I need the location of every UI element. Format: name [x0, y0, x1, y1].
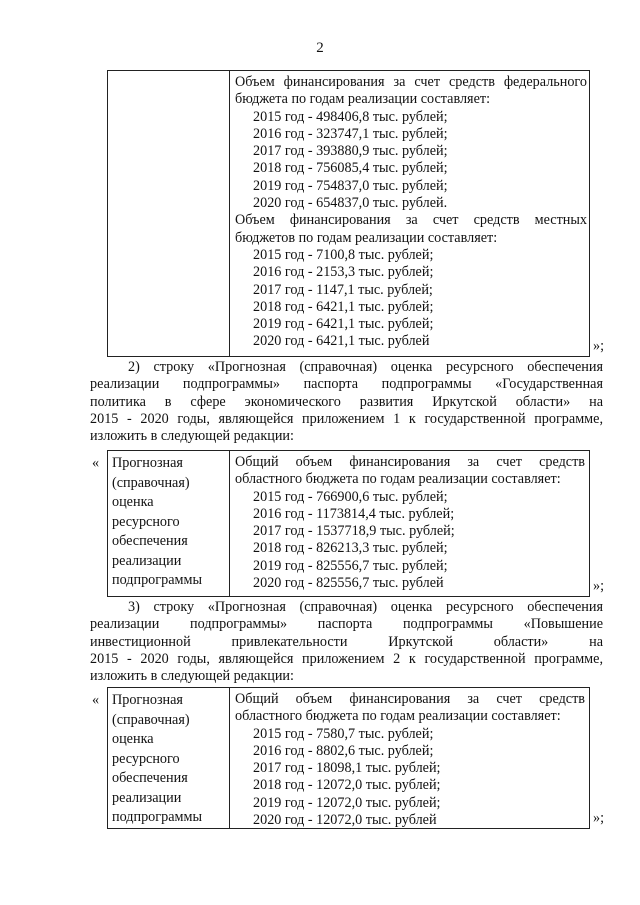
- label-line: реализации: [112, 552, 182, 569]
- closing-quote: »;: [593, 810, 605, 826]
- financing-table-subprogram-1: [107, 450, 590, 597]
- year-line: 2015 год - 7580,7 тыс. рублей;: [253, 725, 434, 742]
- financing-table-subprogram-2: [107, 687, 590, 829]
- column-divider: [229, 688, 230, 828]
- year-line: 2015 год - 766900,6 тыс. рублей;: [253, 488, 448, 505]
- text-line: Общий объем финансирования за счет средств: [235, 691, 585, 707]
- year-line: 2015 год - 7100,8 тыс. рублей;: [253, 246, 434, 263]
- paragraph-2: [90, 359, 603, 445]
- label-line: (справочная): [112, 711, 190, 728]
- label-line: Прогнозная: [112, 455, 183, 471]
- paragraph-line: реализации подпрограммы» паспорта подпрограммы «Повышение: [90, 616, 603, 633]
- financing-cell: [235, 454, 585, 592]
- text-line: областного бюджета по годам реализации составляет:: [235, 471, 561, 488]
- page-number: 2: [316, 40, 324, 56]
- text-line: Общий объем финансирования за счет средств: [235, 454, 585, 470]
- paragraph-line: 2) строку «Прогнозная (справочная) оценка ресурсного обеспечения: [128, 359, 603, 375]
- text-line: бюджетов по годам реализации составляет:: [235, 229, 498, 246]
- paragraph-line: инвестиционной привлекательности Иркутской области» на: [90, 633, 603, 650]
- text-line: областного бюджета по годам реализации составляет:: [235, 708, 561, 725]
- text-line: Объем финансирования за счет средств местных: [235, 212, 587, 229]
- closing-quote: »;: [593, 338, 605, 354]
- year-line: 2018 год - 826213,3 тыс. рублей;: [253, 540, 448, 557]
- year-line: 2017 год - 393880,9 тыс. рублей;: [253, 143, 448, 160]
- label-line: подпрограммы: [112, 809, 202, 825]
- year-line: 2015 год - 498406,8 тыс. рублей;: [253, 108, 448, 125]
- paragraph-line: 2015 - 2020 годы, являющейся приложением 2 к государственной программе,: [90, 650, 603, 667]
- label-line: Прогнозная: [112, 692, 183, 708]
- year-line: 2017 год - 18098,1 тыс. рублей;: [253, 760, 441, 777]
- label-line: (справочная): [112, 474, 190, 491]
- year-line: 2018 год - 12072,0 тыс. рублей;: [253, 777, 441, 794]
- year-line: 2019 год - 754837,0 тыс. рублей;: [253, 177, 448, 194]
- label-line: обеспечения: [112, 770, 188, 786]
- opening-quote: «: [92, 455, 100, 471]
- label-line: реализации: [112, 789, 182, 806]
- year-line: 2019 год - 825556,7 тыс. рублей;: [253, 557, 448, 574]
- label-cell: [112, 691, 224, 828]
- label-line: ресурсного: [112, 513, 180, 530]
- year-line: 2018 год - 6421,1 тыс. рублей;: [253, 298, 434, 315]
- year-line: 2019 год - 12072,0 тыс. рублей;: [253, 794, 441, 811]
- opening-quote: «: [92, 692, 100, 708]
- year-line: 2017 год - 1147,1 тыс. рублей;: [253, 281, 433, 298]
- paragraph-line: реализации подпрограммы» паспорта подпрограммы «Государственная: [90, 376, 603, 393]
- year-line: 2020 год - 6421,1 тыс. рублей: [253, 333, 430, 350]
- label-cell: [112, 454, 224, 591]
- year-line: 2017 год - 1537718,9 тыс. рублей;: [253, 523, 455, 540]
- text-line: бюджета по годам реализации составляет:: [235, 91, 491, 108]
- year-line: 2020 год - 654837,0 тыс. рублей.: [253, 195, 448, 212]
- financing-table-federal-local: [107, 70, 590, 357]
- paragraph-line: 2015 - 2020 годы, являющейся приложением 1 к государственной программе,: [90, 410, 603, 427]
- year-line: 2020 год - 825556,7 тыс. рублей: [253, 575, 444, 592]
- year-line: 2016 год - 1173814,4 тыс. рублей;: [253, 505, 455, 522]
- label-line: обеспечения: [112, 533, 188, 549]
- paragraph-line: изложить в следующей редакции:: [90, 668, 294, 685]
- year-line: 2016 год - 8802,6 тыс. рублей;: [253, 742, 434, 759]
- label-line: ресурсного: [112, 750, 180, 767]
- label-line: оценка: [112, 731, 154, 747]
- column-divider: [229, 71, 230, 356]
- text-line: Объем финансирования за счет средств федерального: [235, 74, 587, 90]
- paragraph-line: изложить в следующей редакции:: [90, 428, 294, 445]
- closing-quote: »;: [593, 578, 605, 594]
- paragraph-line: 3) строку «Прогнозная (справочная) оценка ресурсного обеспечения: [128, 599, 603, 615]
- label-line: подпрограммы: [112, 572, 202, 588]
- year-line: 2016 год - 323747,1 тыс. рублей;: [253, 125, 448, 142]
- year-line: 2018 год - 756085,4 тыс. рублей;: [253, 160, 448, 177]
- column-divider: [229, 451, 230, 596]
- year-line: 2019 год - 6421,1 тыс. рублей;: [253, 316, 434, 333]
- paragraph-line: политика в сфере экономического развития Иркутской области» на: [90, 393, 603, 410]
- financing-cell: [235, 74, 587, 351]
- label-line: оценка: [112, 494, 154, 510]
- paragraph-3: [90, 599, 603, 685]
- financing-cell: [235, 691, 585, 829]
- year-line: 2020 год - 12072,0 тыс. рублей: [253, 812, 437, 829]
- year-line: 2016 год - 2153,3 тыс. рублей;: [253, 264, 434, 281]
